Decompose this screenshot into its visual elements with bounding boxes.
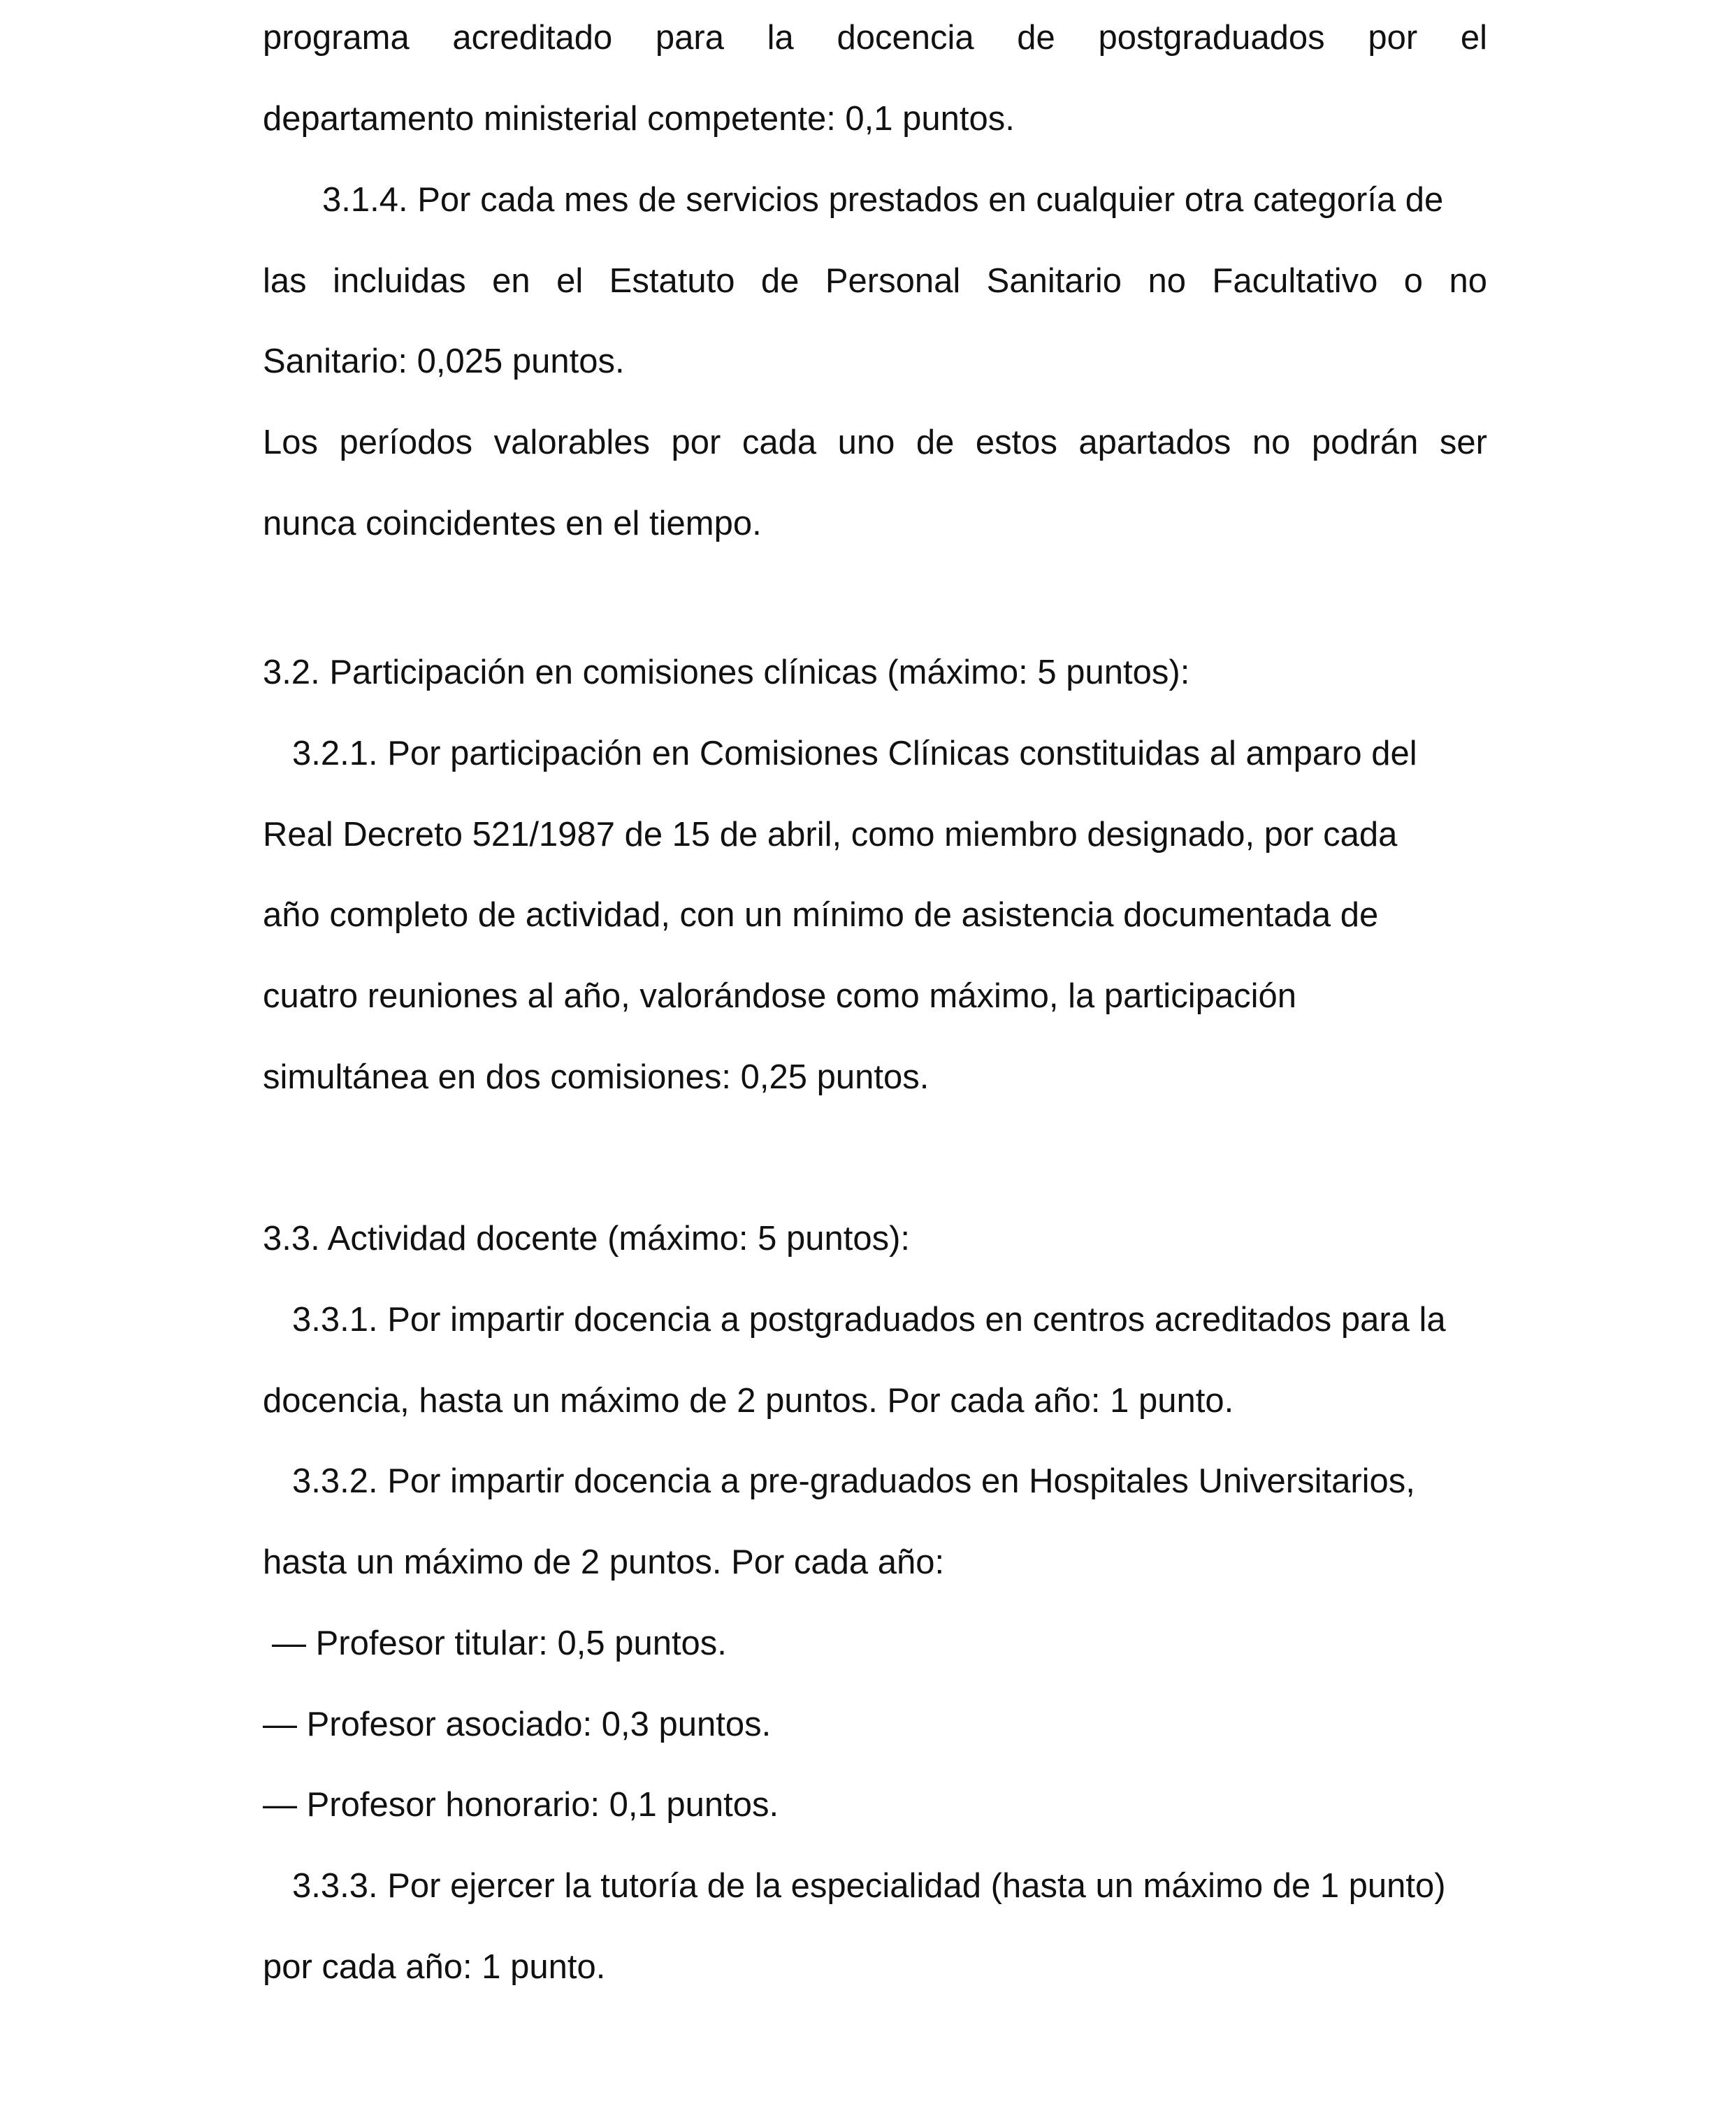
item-3-2-1-line: año completo de actividad, con un mínimo de asistencia documentada de: [263, 896, 1379, 934]
item-3-3-3-line: 3.3.3. Por ejercer la tutoría de la especialidad (hasta un máximo de 1 punto): [292, 1867, 1446, 1905]
list-item: — Profesor asociado: 0,3 puntos.: [263, 1706, 772, 1743]
item-3-3-2-line: 3.3.2. Por impartir docencia a pre-graduados en Hospitales Universitarios,: [292, 1462, 1415, 1500]
item-3-2-1-line: 3.2.1. Por participación en Comisiones Clínicas constituidas al amparo del: [292, 735, 1417, 772]
item-3-3-2-line: hasta un máximo de 2 puntos. Por cada año:: [263, 1543, 945, 1581]
item-3-3-3-line: por cada año: 1 punto.: [263, 1948, 606, 1986]
paragraph-line: departamento ministerial competente: 0,1 puntos.: [263, 100, 1015, 138]
item-3-3-1-line: 3.3.1. Por impartir docencia a postgraduados en centros acreditados para la: [292, 1301, 1446, 1339]
item-3-2-1-line: simultánea en dos comisiones: 0,25 puntos.: [263, 1058, 930, 1096]
note-line: Los períodos valorables por cada uno de estos apartados no podrán ser: [263, 424, 1487, 461]
note-line: nunca coincidentes en el tiempo.: [263, 505, 762, 542]
item-3-3-1-line: docencia, hasta un máximo de 2 puntos. Por cada año: 1 punto.: [263, 1382, 1234, 1420]
section-3-2-heading: 3.2. Participación en comisiones clínicas (máximo: 5 puntos):: [263, 654, 1190, 691]
item-3-1-4-line: las incluidas en el Estatuto de Personal Sanitario no Facultativo o no: [263, 262, 1487, 300]
item-3-2-1-line: Real Decreto 521/1987 de 15 de abril, como miembro designado, por cada: [263, 816, 1398, 853]
list-item: — Profesor honorario: 0,1 puntos.: [263, 1786, 779, 1824]
item-3-1-4-line: 3.1.4. Por cada mes de servicios prestados en cualquier otra categoría de: [322, 181, 1444, 219]
section-3-3-heading: 3.3. Actividad docente (máximo: 5 puntos):: [263, 1220, 911, 1258]
paragraph-line: programa acreditado para la docencia de postgraduados por el: [263, 19, 1487, 57]
item-3-2-1-line: cuatro reuniones al año, valorándose como máximo, la participación: [263, 977, 1296, 1015]
item-3-1-4-line: Sanitario: 0,025 puntos.: [263, 343, 625, 380]
list-item: — Profesor titular: 0,5 puntos.: [272, 1625, 727, 1662]
